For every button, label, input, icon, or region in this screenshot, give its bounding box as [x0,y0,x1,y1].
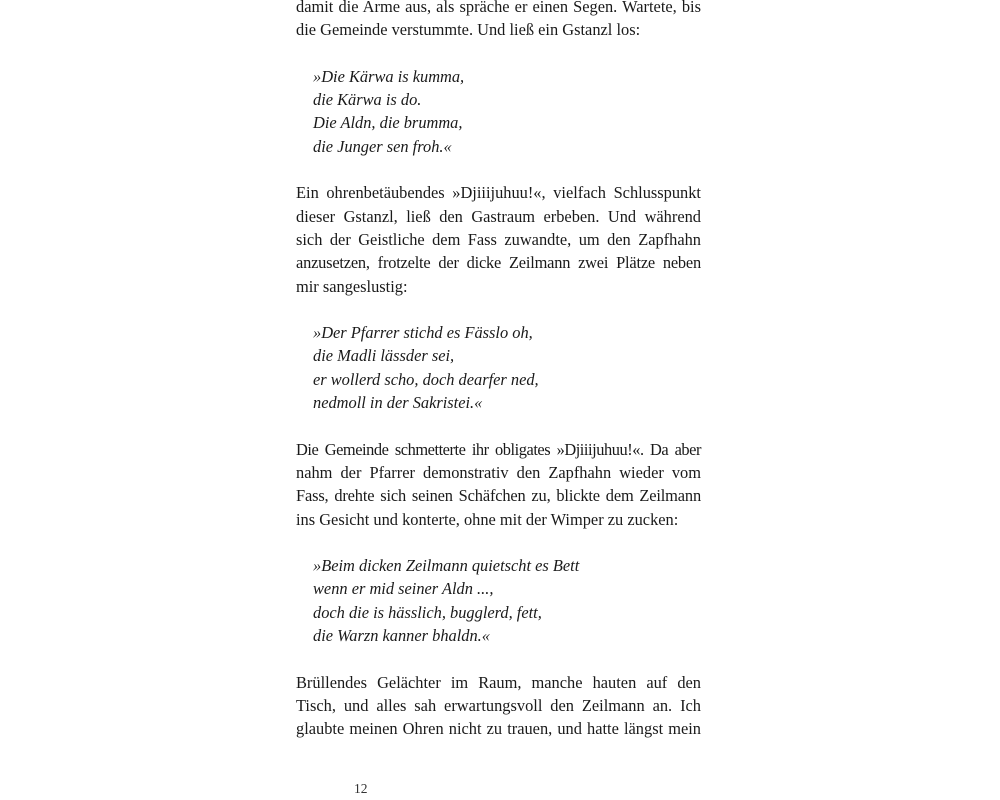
page-number: 12 [354,781,368,796]
verse-1 [296,65,701,158]
verse-line: wenn er mid seiner Aldn ..., [313,579,494,599]
text-line: die Gemeinde verstummte. Und ließ ein Gstanzl los: [296,20,641,40]
text-line: mir sangeslustig: [296,276,408,296]
paragraph-2 [296,181,701,297]
text-line: Brüllendes Gelächter im Raum, manche hauten auf den [296,672,701,692]
verse-line: die Warzn kanner bhaldn.« [313,626,490,646]
verse-3 [296,554,701,647]
verse-line: »Beim dicken Zeilmann quietscht es Bett [313,556,580,576]
paragraph-1 [296,0,701,42]
text-line: nahm der Pfarrer demonstrativ den Zapfhahn wieder vom [296,462,701,482]
text-line: anzusetzen, frotzelte der dicke Zeilmann zwei Plätze neben [296,253,701,273]
verse-line: doch die is hässlich, bugglerd, fett, [313,602,542,622]
text-line: glaubte meinen Ohren nicht zu trauen, und hatte längst mein [296,719,701,739]
verse-line: er wollerd scho, doch dearfer ned, [313,369,539,389]
paragraph-4 [296,671,701,741]
paragraph-3 [296,438,701,531]
verse-2 [296,321,701,414]
verse-line: nedmoll in der Sakristei.« [313,393,483,413]
text-line: damit die Arme aus, als spräche er einen Segen. Wartete, bis [296,0,701,16]
text-line: Fass, drehte sich seinen Schäfchen zu, blickte dem Zeilmann [296,486,701,506]
text-line: Ein ohrenbetäubendes »Djiiijuhuu!«, vielfach Schlusspunkt [296,183,701,203]
verse-line: Die Aldn, die brumma, [313,113,463,133]
verse-line: »Der Pfarrer stichd es Fässlo oh, [313,323,533,343]
text-line: dieser Gstanzl, ließ den Gastraum erbeben. Und während [296,206,701,226]
text-column [296,0,701,741]
text-line: ins Gesicht und konterte, ohne mit der Wimper zu zucken: [296,509,679,529]
text-line: Die Gemeinde schmetterte ihr obligates »Djiiijuhuu!«. Da aber [296,439,701,459]
verse-line: die Kärwa is do. [313,90,422,110]
text-line: sich der Geistliche dem Fass zuwandte, um den Zapfhahn [296,229,701,249]
verse-line: »Die Kärwa is kumma, [313,66,465,86]
verse-line: die Junger sen froh.« [313,136,452,156]
text-line: Tisch, und alles sah erwartungsvoll den Zeilmann an. Ich [296,695,701,715]
verse-line: die Madli lässder sei, [313,346,455,366]
